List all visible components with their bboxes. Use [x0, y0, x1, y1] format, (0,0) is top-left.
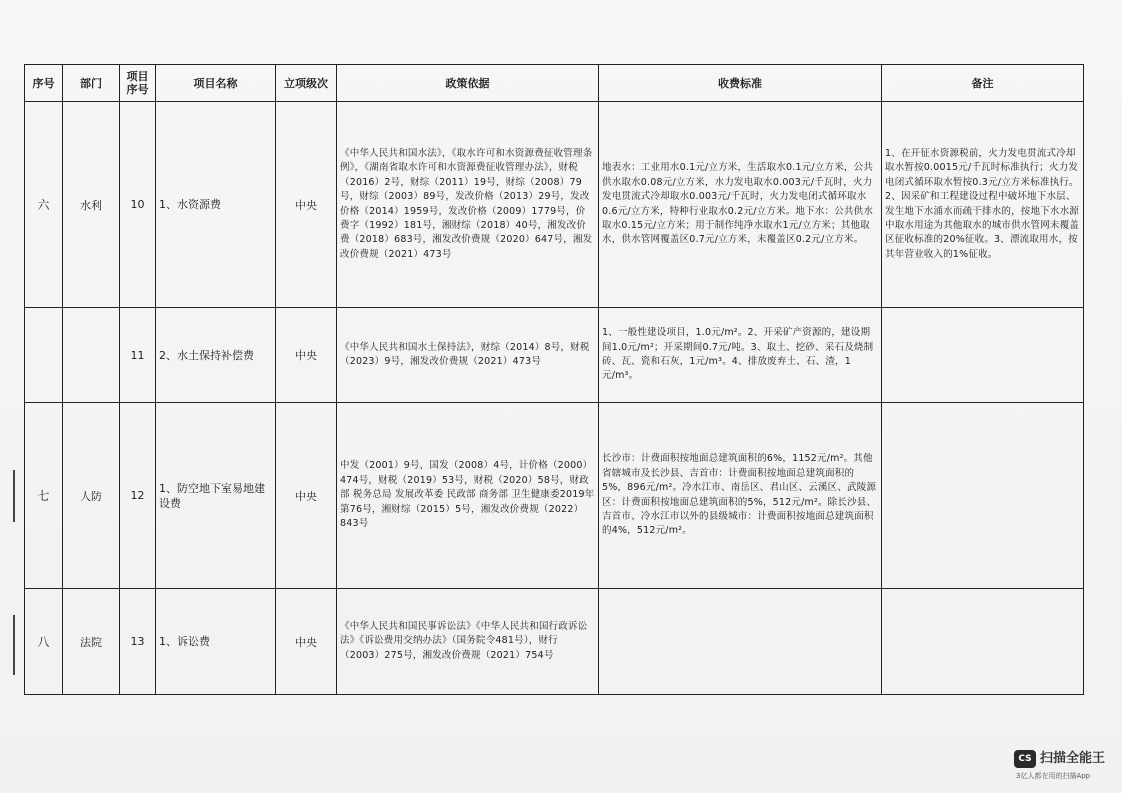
table-row	[25, 308, 1084, 403]
row-item-no: 13	[120, 589, 156, 695]
cs-logo-icon: CS	[1014, 750, 1036, 768]
row-standard: 长沙市：计费面积按地面总建筑面积的6%，1152元/m²。其他省辖城市及长沙县、吉首市：计费面积按地面总建筑面积的5%，896元/m²。冷水江市、南岳区、君山区、云溪区、武陵源区：计费面积按地面总建筑面积的5%，512元/m²。除长沙县、吉首市、冷水江市以外的县级城市：计费面积按地面总建筑面积的4%，512元/m²。	[599, 403, 882, 589]
scan-edge-mark	[13, 470, 15, 522]
watermark-subtitle: 3亿人都在用的扫描App	[1016, 772, 1091, 780]
row-dept: 人防	[63, 403, 120, 589]
header-dept: 部门	[63, 65, 120, 102]
row-seq: 八	[25, 589, 63, 695]
fee-table	[24, 64, 1084, 695]
scanner-watermark	[1014, 750, 1114, 790]
header-item-name: 项目名称	[156, 65, 276, 102]
row-level: 中央	[276, 102, 337, 308]
row-policy: 中发（2001）9号，国发（2008）4号，计价格（2000）474号，财税（2019）53号，财税（2020）58号，财政部 税务总局 发展改革委 民政部 商务部 卫生健康委2019年第76号，湘财综（2015）5号，湘发改价费规（2022）843号	[337, 403, 599, 589]
row-note	[882, 403, 1084, 589]
row-level: 中央	[276, 589, 337, 695]
row-seq: 六	[25, 102, 63, 308]
header-item-no: 项目序号	[120, 65, 156, 102]
row-item-no: 11	[120, 308, 156, 403]
table-row	[25, 589, 1084, 695]
row-seq: 七	[25, 403, 63, 589]
row-item-no: 10	[120, 102, 156, 308]
row-standard: 地表水：工业用水0.1元/立方米，生活取水0.1元/立方米，公共供水取水0.08元/立方米，水力发电取水0.003元/千瓦时，火力发电贯流式冷却取水0.003元/千瓦时，火力发电闭式循环取水0.6元/立方米，特种行业取水0.2元/立方米。地下水：公共供水取水0.15元/立方米；用于制作纯净水取水1元/立方米；其他取水，供水管网覆盖区0.7元/立方米，未覆盖区0.2元/立方米。	[599, 102, 882, 308]
row-policy: 《中华人民共和国水土保持法》，财综（2014）8号，财税（2023）9号，湘发改价费规（2021）473号	[337, 308, 599, 403]
header-seq: 序号	[25, 65, 63, 102]
header-policy: 政策依据	[337, 65, 599, 102]
table-row	[25, 403, 1084, 589]
table-header-row	[25, 65, 1084, 102]
row-standard	[599, 589, 882, 695]
row-dept: 水利	[63, 102, 120, 308]
row-item-name: 1、水资源费	[156, 102, 276, 308]
watermark-title: 扫描全能王	[1040, 751, 1106, 766]
row-note: 1、在开征水资源税前，火力发电贯流式冷却取水暂按0.0015元/千瓦时标准执行；火力发电闭式循环取水暂按0.3元/立方米标准执行。2、因采矿和工程建设过程中破坏地下水层、发生地下水涌水而疏干排水的，按地下水水源中取水用途为其他取水的城市供水管网未覆盖区征收标准的20%征收。3、漂流取用水，按其年营业收入的1%征收。	[882, 102, 1084, 308]
row-item-no: 12	[120, 403, 156, 589]
row-dept: 法院	[63, 589, 120, 695]
row-dept	[63, 308, 120, 403]
header-note: 备注	[882, 65, 1084, 102]
row-item-name: 1、诉讼费	[156, 589, 276, 695]
header-standard: 收费标准	[599, 65, 882, 102]
row-note	[882, 308, 1084, 403]
row-level: 中央	[276, 308, 337, 403]
row-policy: 《中华人民共和国民事诉讼法》《中华人民共和国行政诉讼法》《诉讼费用交纳办法》（国务院令481号），财行（2003）275号，湘发改价费规（2021）754号	[337, 589, 599, 695]
row-level: 中央	[276, 403, 337, 589]
scan-edge-mark	[13, 615, 15, 675]
table-row	[25, 102, 1084, 308]
row-note	[882, 589, 1084, 695]
row-seq	[25, 308, 63, 403]
header-level: 立项级次	[276, 65, 337, 102]
row-item-name: 2、水土保持补偿费	[156, 308, 276, 403]
row-standard: 1、一般性建设项目，1.0元/m²。2、开采矿产资源的，建设期间1.0元/m²；开采期间0.7元/吨。3、取土、挖砂、采石及烧制砖、瓦、瓷和石灰，1元/m³。4、排放废弃土、石、渣，1元/m³。	[599, 308, 882, 403]
row-policy: 《中华人民共和国水法》，《取水许可和水资源费征收管理条例》，《湖南省取水许可和水资源费征收管理办法》，财税（2016）2号，财综（2011）19号，财综（2008）79号，财综（2003）89号，发改价格（2013）29号，发改价格（2014）1959号，发改价格（2009）1779号，价费字（1992）181号，湘财综（2018）40号，湘发改价费（2018）683号，湘发改价费规（2020）647号，湘发改价费规（2021）473号	[337, 102, 599, 308]
row-item-name: 1、防空地下室易地建设费	[156, 403, 276, 589]
